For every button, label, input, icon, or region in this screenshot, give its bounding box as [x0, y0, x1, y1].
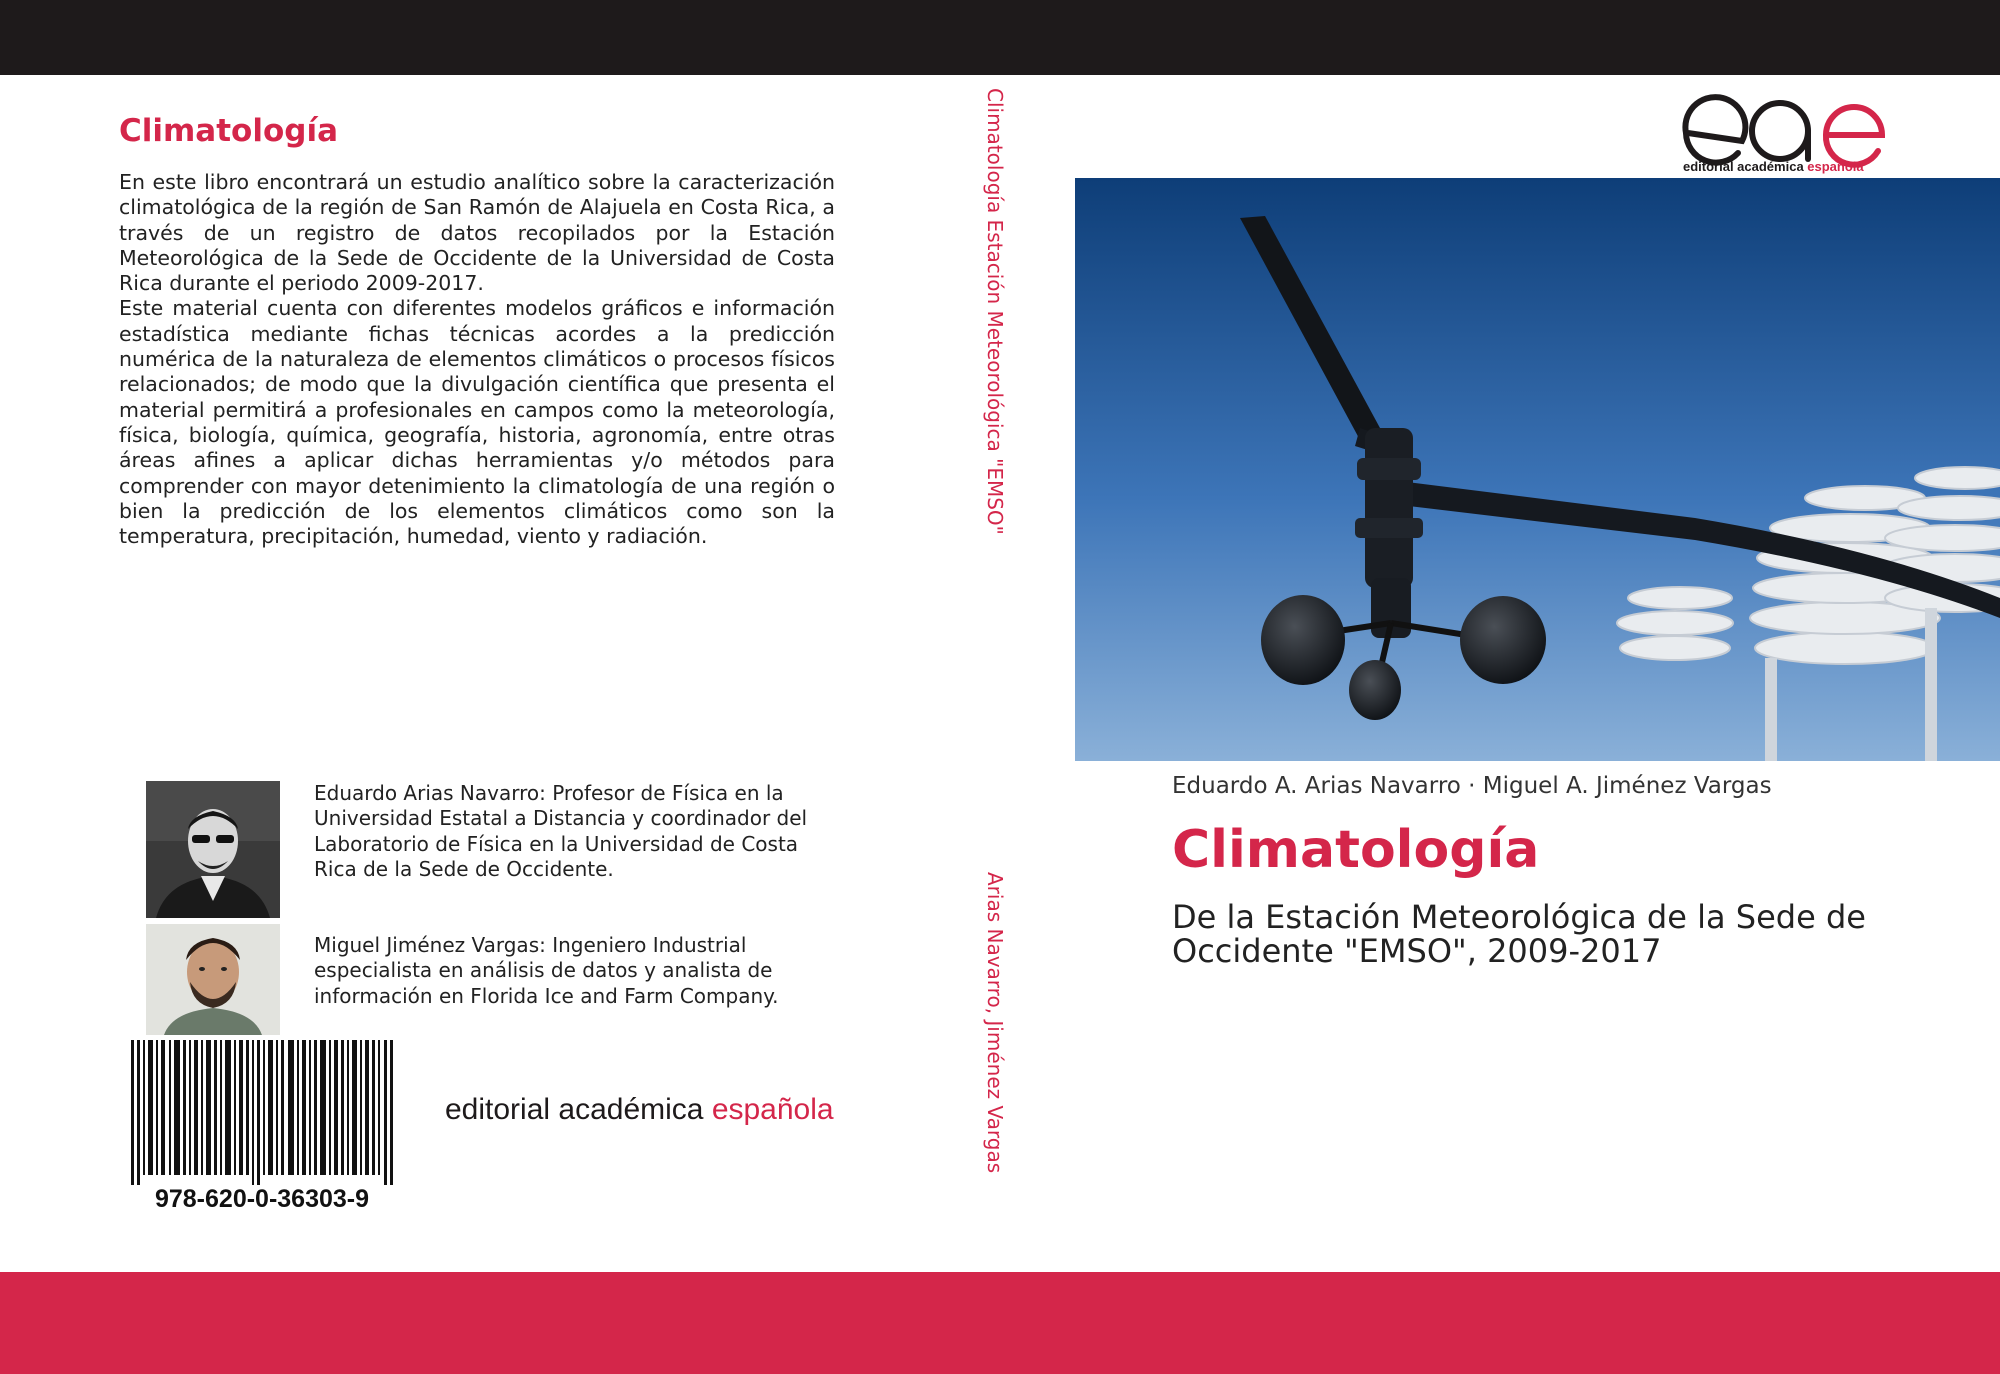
- publisher-name-main: editorial académica: [445, 1093, 712, 1126]
- description-paragraph: En este libro encontrará un estudio analítico sobre la caracterización climatológica de la región de San Ramón de Alajuela en Costa Rica, a través de un registro de datos recopilados por la Estación Meteorológica de la Sede de Occidente de la Universidad de Costa Rica durante el periodo 2009-2017.: [119, 170, 835, 296]
- cover-authors: Eduardo A. Arias Navarro · Miguel A. Jiménez Vargas: [1172, 773, 1772, 799]
- logo-publisher-accent: española: [1807, 159, 1864, 174]
- isbn-number: 978-620-0-36303-9: [154, 1185, 370, 1213]
- cover-photo-anemometer: [1075, 178, 2000, 761]
- author-photo-arias: [146, 781, 280, 918]
- logo-publisher-name: [1683, 159, 1864, 174]
- logo-publisher-main: editorial académica: [1683, 159, 1808, 174]
- back-cover-description: [119, 170, 835, 549]
- publisher-name-back: [445, 1093, 834, 1127]
- spine-title: Climatología Estación Meteorológica "EMSO": [983, 88, 1007, 535]
- back-cover-title: Climatología: [119, 113, 338, 149]
- spine-authors: Arias Navarro, Jiménez Vargas: [983, 872, 1007, 1174]
- bottom-band: [0, 1272, 2000, 1374]
- cover-title: Climatología: [1172, 820, 1540, 880]
- author-photo-jimenez: [146, 924, 280, 1035]
- description-paragraph: Este material cuenta con diferentes modelos gráficos e información estadística mediante fichas técnicas acordes a la predicción numérica de la naturaleza de elementos climáticos o procesos físicos relacionados; de modo que la divulgación científica que presenta el material permitirá a profesionales en campos como la meteorología, física, biología, química, geografía, historia, agronomía, entre otras áreas afines a aplicar dichas herramientas y/o métodos para comprender con mayor detenimiento la climatología de una región o bien la predicción de los elementos climáticos como son la temperatura, precipitación, humedad, viento y radiación.: [119, 296, 835, 549]
- publisher-name-accent: española: [711, 1093, 834, 1126]
- cover-subtitle: De la Estación Meteorológica de la Sede de Occidente "EMSO", 2009-2017: [1172, 898, 1866, 970]
- top-band: [0, 0, 2000, 75]
- barcode: [131, 1040, 393, 1185]
- author-bio-jimenez: Miguel Jiménez Vargas: Ingeniero Industrial especialista en análisis de datos y analista de información en Florida Ice and Farm Company.: [314, 933, 779, 1008]
- author-bio-arias: Eduardo Arias Navarro: Profesor de Física en la Universidad Estatal a Distancia y coordinador del Laboratorio de Física en la Universidad de Costa Rica de la Sede de Occidente.: [314, 781, 808, 881]
